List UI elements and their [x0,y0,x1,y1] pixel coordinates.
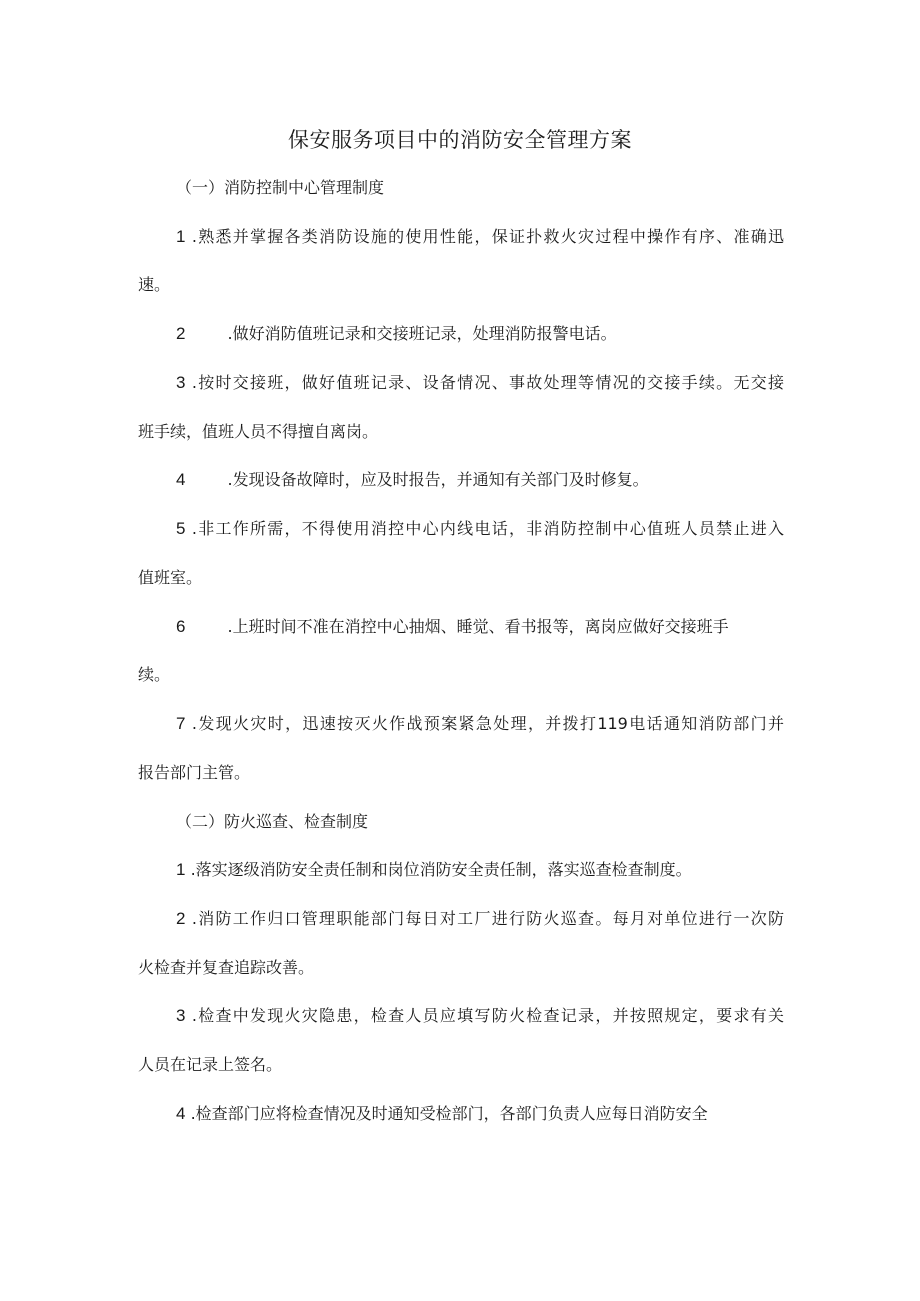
list-item-1-6 [176,615,729,639]
item-text-line1: 落实逐级消防安全责任制和岗位消防安全责任制，落实巡查检查制度。 [195,860,692,879]
item-text-line1: 熟悉并掌握各类消防设施的使用性能，保证扑救火灾过程中操作有序、准确迅 [196,227,784,246]
item-number: 3 [176,373,186,392]
item-number: 3 [176,1006,186,1025]
section-heading-1: （一）消防控制中心管理制度 [176,178,385,197]
list-item-1-4 [176,468,649,492]
item-separator: . [191,909,197,928]
item-text-line1: 消防工作归口管理职能部门每日对工厂进行防火巡查。每月对单位进行一次防 [196,909,784,928]
item-text-line1: 按时交接班，做好值班记录、设备情况、事故处理等情况的交接手续。无交接 [196,373,784,392]
list-item-1-2 [176,322,617,346]
item-number: 4 [176,470,186,489]
item-separator: . [191,227,197,246]
item-text-line2: 速。 [138,275,171,294]
item-separator: . [191,373,197,392]
item-number: 7 [176,714,186,733]
item-text-line1: 非工作所需，不得使用消控中心内线电话，非消防控制中心值班人员禁止进入 [196,519,784,538]
item-text-line1: 检查中发现火灾隐患，检查人员应填写防火检查记录，并按照规定，要求有关 [196,1006,784,1025]
list-item-1-1 [138,225,784,249]
item-number: 2 [176,909,186,928]
item-number: 4 [176,1104,186,1123]
item-number: 6 [176,617,186,636]
list-item-1-3 [138,371,784,395]
item-text-line1: 做好消防值班记录和交接班记录，处理消防报警电话。 [232,324,617,343]
item-text-line2: 续。 [138,665,171,684]
item-number: 5 [176,519,186,538]
item-separator: . [191,1006,197,1025]
item-text-line2: 火检查并复查追踪改善。 [138,958,315,977]
list-item-2-3 [138,1004,784,1028]
item-text-line2: 值班室。 [138,568,203,587]
item-separator: . [191,714,197,733]
section-heading-2: （二）防火巡查、检查制度 [176,812,369,831]
list-item-2-2 [138,907,784,931]
item-separator: . [190,1104,196,1123]
item-text-line1: 上班时间不准在消控中心抽烟、睡觉、看书报等，离岗应做好交接班手 [232,617,729,636]
item-separator: . [191,519,197,538]
list-item-1-7 [138,712,784,736]
item-number: 2 [176,324,186,343]
item-number: 1 [176,227,186,246]
list-item-2-1 [176,858,692,882]
item-text-line2: 人员在记录上签名。 [138,1055,283,1074]
list-item-1-5 [138,517,784,541]
item-text-line1: 发现设备故障时，应及时报告，并通知有关部门及时修复。 [232,470,649,489]
document-title: 保安服务项目中的消防安全管理方案 [288,128,632,152]
item-separator: . [227,324,233,343]
item-text-line2: 报告部门主管。 [138,763,251,782]
item-text-line1: 发现火灾时，迅速按灭火作战预案紧急处理，并拨打119电话通知消防部门并 [197,714,784,733]
item-separator: . [227,470,233,489]
item-text-line1: 检查部门应将检查情况及时通知受检部门，各部门负责人应每日消防安全 [195,1104,708,1123]
item-number: 1 [176,860,186,879]
item-separator: . [227,617,233,636]
item-separator: . [190,860,196,879]
list-item-2-4 [176,1102,708,1126]
item-text-line2: 班手续，值班人员不得擅自离岗。 [138,422,379,441]
